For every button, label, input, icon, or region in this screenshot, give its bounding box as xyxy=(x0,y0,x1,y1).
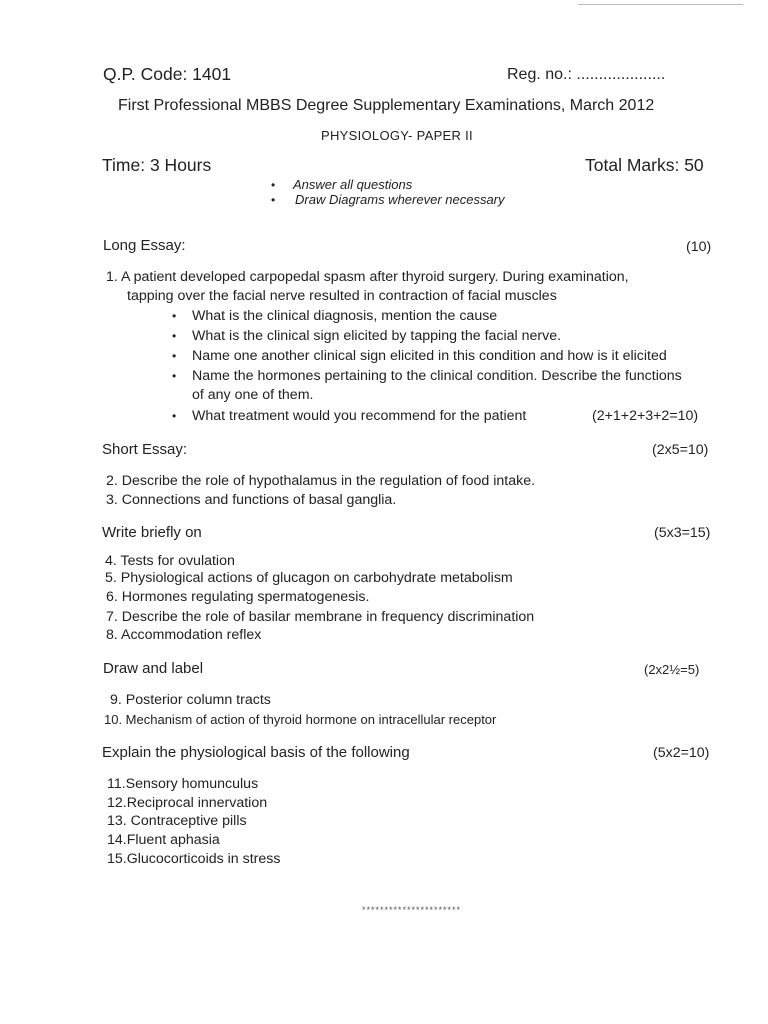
list-item: 3. Connections and functions of basal ganglia. xyxy=(106,492,397,508)
list-item: 7. Describe the role of basilar membrane in frequency discrimination xyxy=(106,609,535,625)
qp-code: Q.P. Code: 1401 xyxy=(103,64,232,84)
list-item: 15.Glucocorticoids in stress xyxy=(107,851,281,867)
bullet-icon: • xyxy=(172,369,177,383)
bullet-icon: • xyxy=(172,409,177,423)
list-item: 14.Fluent aphasia xyxy=(107,832,220,848)
paper-title: PHYSIOLOGY- PAPER II xyxy=(321,128,473,143)
list-item: 6. Hormones regulating spermatogenesis. xyxy=(106,589,370,605)
q1-line2: tapping over the facial nerve resulted in contraction of facial muscles xyxy=(127,288,557,304)
instruction-2: Draw Diagrams wherever necessary xyxy=(295,192,505,207)
list-item: 2. Describe the role of hypothalamus in the regulation of food intake. xyxy=(106,473,536,489)
bullet-icon: • xyxy=(172,309,177,323)
section-marks-draw-label: (2x2½=5) xyxy=(644,662,700,677)
exam-title: First Professional MBBS Degree Supplementary Examinations, March 2012 xyxy=(118,97,655,114)
bullet-icon: • xyxy=(172,349,177,363)
section-marks-long-essay: (10) xyxy=(686,239,712,255)
bullet-icon: • xyxy=(172,329,177,343)
q1-line1: 1. A patient developed carpopedal spasm after thyroid surgery. During examination, xyxy=(106,269,629,285)
section-heading-explain: Explain the physiological basis of the following xyxy=(102,744,410,761)
reg-no: Reg. no.: .................... xyxy=(507,66,666,83)
section-marks-write-briefly: (5x3=15) xyxy=(654,525,711,541)
footer-stars: ********************** xyxy=(362,905,462,915)
q1-bullet: What is the clinical diagnosis, mention the cause xyxy=(192,308,498,324)
list-item: 12.Reciprocal innervation xyxy=(107,795,268,811)
section-heading-draw-label: Draw and label xyxy=(103,660,204,677)
section-marks-explain: (5x2=10) xyxy=(653,745,710,761)
list-item: 10. Mechanism of action of thyroid hormone on intracellular receptor xyxy=(104,712,497,727)
list-item: 13. Contraceptive pills xyxy=(107,813,247,829)
section-heading-long-essay: Long Essay: xyxy=(103,237,186,254)
top-rule xyxy=(578,4,743,5)
bullet-icon: • xyxy=(271,193,276,207)
q1-bullet: Name one another clinical sign elicited in this condition and how is it elicited xyxy=(192,348,667,364)
section-marks-short-essay: (2x5=10) xyxy=(652,442,709,458)
section-heading-short-essay: Short Essay: xyxy=(102,441,188,458)
q1-marks: (2+1+2+3+2=10) xyxy=(592,408,699,424)
list-item: 5. Physiological actions of glucagon on carbohydrate metabolism xyxy=(105,570,513,586)
time: Time: 3 Hours xyxy=(102,155,212,175)
instruction-1: Answer all questions xyxy=(293,177,413,192)
list-item: 9. Posterior column tracts xyxy=(110,692,271,708)
bullet-icon: • xyxy=(271,178,276,192)
q1-bullet: Name the hormones pertaining to the clinical condition. Describe the functions xyxy=(192,368,682,384)
list-item: 11.Sensory homunculus xyxy=(107,776,259,792)
q1-bullet: What treatment would you recommend for the patient xyxy=(192,408,527,424)
q1-bullet: What is the clinical sign elicited by tapping the facial nerve. xyxy=(192,328,562,344)
list-item: 4. Tests for ovulation xyxy=(105,553,235,569)
total-marks: Total Marks: 50 xyxy=(585,155,704,175)
q1-bullet-continued: of any one of them. xyxy=(192,387,314,403)
section-heading-write-briefly: Write briefly on xyxy=(102,524,202,541)
list-item: 8. Accommodation reflex xyxy=(106,627,262,643)
